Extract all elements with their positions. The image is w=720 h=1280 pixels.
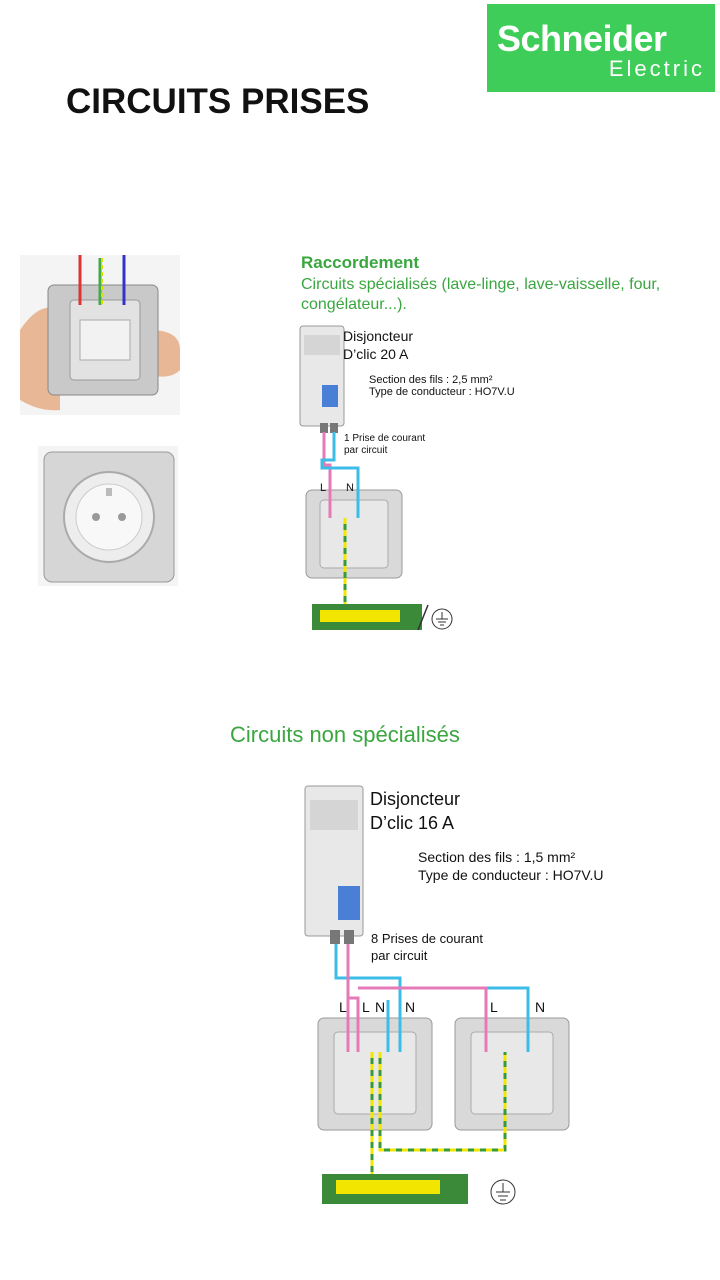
- outlet-note2-line2: par circuit: [371, 948, 428, 963]
- photo-hand-outlet: [20, 255, 180, 415]
- label-N-2c: N: [535, 999, 546, 1015]
- label-L-2a: L: [339, 999, 347, 1015]
- label-N-2b: N: [405, 999, 416, 1015]
- outlet-note1-line2: par circuit: [344, 445, 388, 456]
- logo-brand: Schneider: [497, 18, 667, 59]
- label-N-1: N: [346, 482, 354, 494]
- logo-sub: Electric: [608, 56, 705, 81]
- breaker2-line1: Disjoncteur: [370, 789, 461, 809]
- earth-bar-sec1: [312, 604, 452, 630]
- outlet-sec2-left: [318, 1018, 432, 1130]
- wire-section-1: Section des fils : 2,5 mm²: [369, 374, 493, 386]
- section2-title: Circuits non spécialisés: [230, 722, 460, 747]
- outlet-note1-line1: 1 Prise de courant: [344, 433, 426, 444]
- label-L-1: L: [320, 482, 327, 494]
- outlet-sec2-right: [455, 1018, 569, 1130]
- earth-bar-sec2: [322, 1174, 515, 1204]
- breaker1-line2: D’clic 20 A: [343, 346, 409, 362]
- section1-title: Raccordement: [301, 253, 420, 272]
- label-L-2c: L: [490, 999, 498, 1015]
- wire-section-2: Section des fils : 1,5 mm²: [418, 849, 576, 865]
- breaker-16a: [305, 786, 363, 944]
- conductor-type-2: Type de conducteur : HO7V.U: [418, 867, 604, 883]
- label-N-2a: N: [375, 999, 386, 1015]
- outlet-note2-line1: 8 Prises de courant: [371, 931, 484, 946]
- label-L-2b: L: [362, 999, 370, 1015]
- section1-subtitle: Circuits spécialisés (lave-linge, lave-vaisselle, four, congélateur...).: [301, 276, 661, 313]
- conductor-type-1: Type de conducteur : HO7V.U: [369, 386, 515, 398]
- page-title: CIRCUITS PRISES: [66, 82, 370, 121]
- breaker2-line2: D’clic 16 A: [370, 813, 455, 833]
- breaker-20a: [300, 326, 344, 433]
- outlet-sec1: [306, 490, 402, 578]
- breaker1-line1: Disjoncteur: [343, 328, 414, 344]
- photo-white-outlet: [38, 446, 178, 586]
